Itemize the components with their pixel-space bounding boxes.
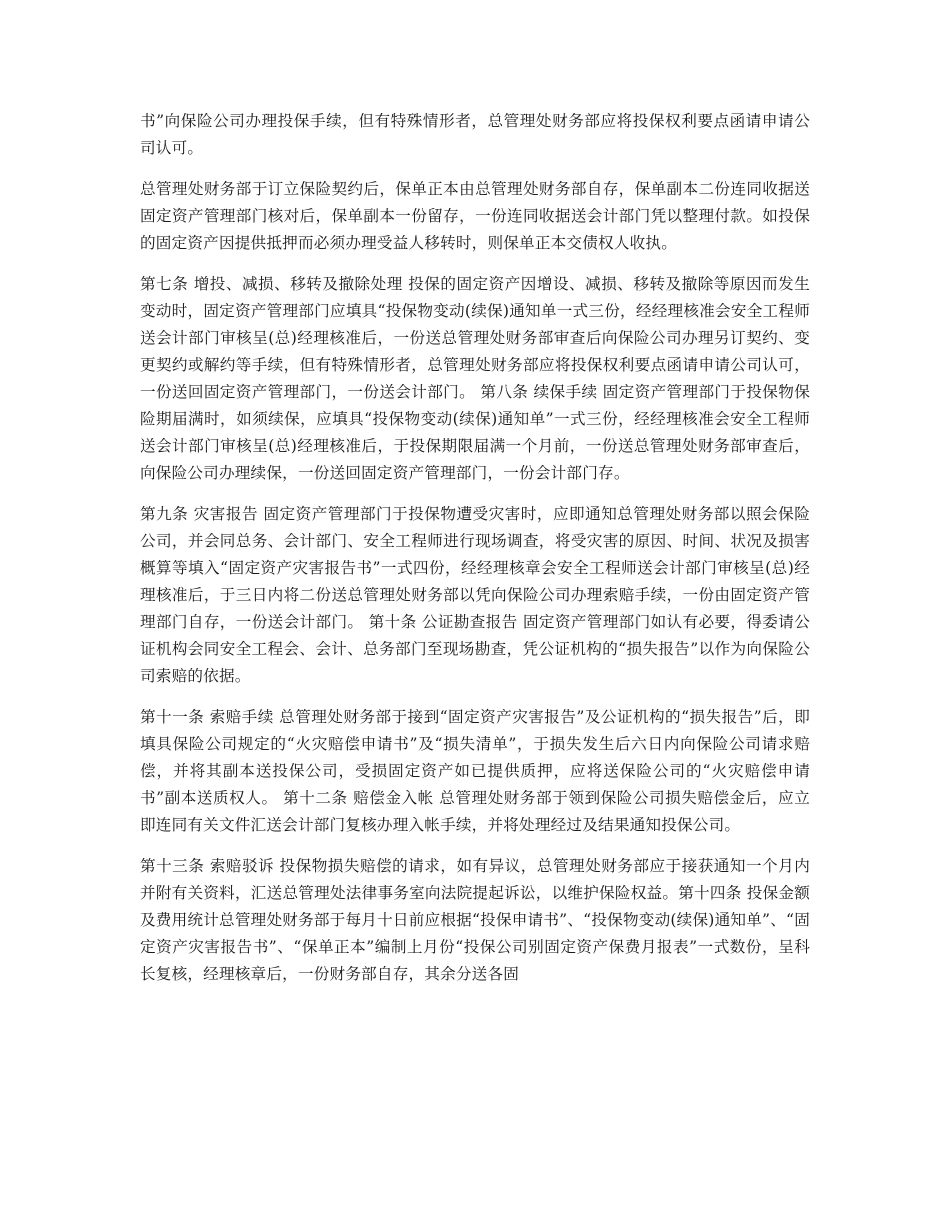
paragraph-article-13-14: 第十三条 索赔驳诉 投保物损失赔偿的请求，如有异议，总管理处财务部应于接获通知一个月内并附有关资料，汇送总管理处法律事务室向法院提起诉讼，以维护保险权益。第十四条 投保金额及费用统计总管理处财务部于每月十日前应根据“投保申请书”、“投保物变动(续保)通知单”、“固定资产灾害报告书”、“保单正本”编制上月份“投保公司别固定资产保费月报表”一式数份，呈科长复核，经理核章后，一份财务部自存，其余分送各固 bbox=[140, 857, 810, 983]
paragraph-article-7-8: 第七条 增投、减损、移转及撤除处理 投保的固定资产因增设、减损、移转及撤除等原因而发生变动时，固定资产管理部门应填具“投保物变动(续保)通知单一式三份，经经理核准会安全工程师送会计部门审核呈(总)经理核准后，一份送总管理处财务部审查后向保险公司办理另订契约、变更契约或解约等手续，但有特殊情形者，总管理处财务部应将投保权利要点函请申请公司认可，一份送回固定资产管理部门，一份送会计部门。 第八条 续保手续 固定资产管理部门于投保物保险期届满时，如须续保，应填具“投保物变动(续保)通知单”一式三份，经经理核准会安全工程师送会计部门审核呈(总)经理核准后，于投保期限届满一个月前，一份送总管理处财务部审查后，向保险公司办理续保，一份送回固定资产管理部门，一份会计部门存。 bbox=[140, 275, 810, 482]
paragraph-2: 总管理处财务部于订立保险契约后，保单正本由总管理处财务部自存，保单副本二份连同收据送固定资产管理部门核对后，保单副本一份留存，一份连同收据送会计部门凭以整理付款。如投保的固定资产因提供抵押而必须办理受益人移转时，则保单正本交债权人收执。 bbox=[140, 180, 810, 252]
paragraph-article-11-12: 第十一条 索赔手续 总管理处财务部于接到“固定资产灾害报告”及公证机构的“损失报告”后，即填具保险公司规定的“火灾赔偿申请书”及“损失清单”，于损失发生后六日内向保险公司请求赔偿，并将其副本送投保公司，受损固定资产如已提供质押，应将送保险公司的“火灾赔偿申请书”副本送质权人。 第十二条 赔偿金入帐 总管理处财务部于领到保险公司损失赔偿金后，应立即连同有关文件汇送会计部门复核办理入帐手续，并将处理经过及结果通知投保公司。 bbox=[140, 708, 810, 834]
document-body bbox=[140, 108, 810, 1002]
paragraph-1: 书”向保险公司办理投保手续，但有特殊情形者，总管理处财务部应将投保权利要点函请申请公司认可。 bbox=[140, 112, 810, 157]
paragraph-article-9-10: 第九条 灾害报告 固定资产管理部门于投保物遭受灾害时，应即通知总管理处财务部以照会保险公司，并会同总务、会计部门、安全工程师进行现场调查，将受灾害的原因、时间、状况及损害概算等填入“固定资产灾害报告书”一式四份，经经理核章会安全工程师送会计部门审核呈(总)经理核准后，于三日内将二份送总管理处财务部以凭向保险公司办理索赔手续，一份由固定资产管理部门自存，一份送会计部门。 第十条 公证勘查报告 固定资产管理部门如认有必要，得委请公证机构会同安全工程会、会计、总务部门至现场勘查，凭公证机构的“损失报告”以作为向保险公司索赔的依据。 bbox=[140, 505, 810, 685]
